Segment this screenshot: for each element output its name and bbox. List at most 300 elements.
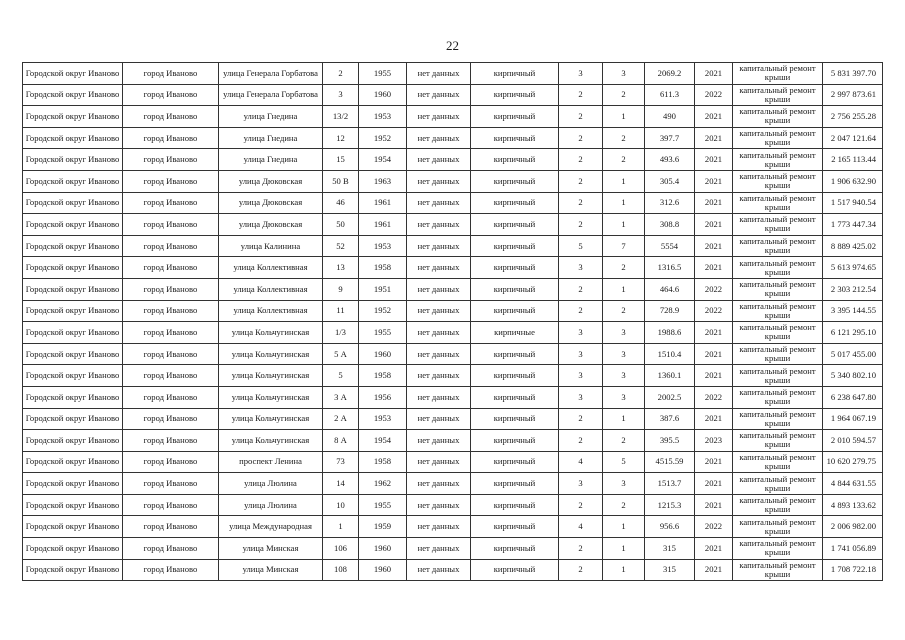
wall-material-cell: кирпичный [471,559,559,581]
wall-material-cell: кирпичный [471,84,559,106]
street-cell: улица Дюковская [219,214,323,236]
entrances-cell: 1 [603,170,645,192]
entrances-cell: 3 [603,473,645,495]
last-repair-cell: нет данных [407,170,471,192]
housing-registry-table [22,62,883,581]
municipality-cell: Городской округ Иваново [23,473,123,495]
street-cell: улица Люлина [219,473,323,495]
entrances-cell: 1 [603,516,645,538]
municipality-cell: Городской округ Иваново [23,214,123,236]
build-year-cell: 1953 [359,408,407,430]
planned-year-cell: 2021 [695,214,733,236]
wall-material-cell: кирпичный [471,170,559,192]
area-cell: 395.5 [645,430,695,452]
entrances-cell: 1 [603,214,645,236]
street-cell: улица Гнедина [219,106,323,128]
work-type-cell: капитальный ремонт крыши [733,538,823,560]
entrances-cell: 2 [603,127,645,149]
floors-cell: 2 [559,214,603,236]
settlement-cell: город Иваново [123,149,219,171]
street-cell: улица Генерала Горбатова [219,63,323,85]
work-type-cell: капитальный ремонт крыши [733,451,823,473]
cost-cell: 2 006 982.00 [823,516,883,538]
planned-year-cell: 2021 [695,538,733,560]
settlement-cell: город Иваново [123,106,219,128]
wall-material-cell: кирпичный [471,408,559,430]
build-year-cell: 1963 [359,170,407,192]
build-year-cell: 1960 [359,84,407,106]
entrances-cell: 7 [603,235,645,257]
cost-cell: 2 165 113.44 [823,149,883,171]
work-type-cell: капитальный ремонт крыши [733,516,823,538]
floors-cell: 2 [559,559,603,581]
last-repair-cell: нет данных [407,322,471,344]
work-type-cell: капитальный ремонт крыши [733,214,823,236]
house-number-cell: 108 [323,559,359,581]
work-type-cell: капитальный ремонт крыши [733,300,823,322]
area-cell: 2002.5 [645,386,695,408]
street-cell: улица Генерала Горбатова [219,84,323,106]
wall-material-cell: кирпичный [471,451,559,473]
planned-year-cell: 2023 [695,430,733,452]
last-repair-cell: нет данных [407,84,471,106]
entrances-cell: 1 [603,106,645,128]
entrances-cell: 2 [603,430,645,452]
municipality-cell: Городской округ Иваново [23,63,123,85]
work-type-cell: капитальный ремонт крыши [733,343,823,365]
municipality-cell: Городской округ Иваново [23,170,123,192]
settlement-cell: город Иваново [123,214,219,236]
house-number-cell: 9 [323,278,359,300]
last-repair-cell: нет данных [407,538,471,560]
floors-cell: 2 [559,84,603,106]
settlement-cell: город Иваново [123,516,219,538]
municipality-cell: Городской округ Иваново [23,322,123,344]
planned-year-cell: 2021 [695,473,733,495]
settlement-cell: город Иваново [123,257,219,279]
table-row [23,430,883,452]
planned-year-cell: 2022 [695,300,733,322]
planned-year-cell: 2022 [695,84,733,106]
house-number-cell: 11 [323,300,359,322]
house-number-cell: 10 [323,494,359,516]
house-number-cell: 106 [323,538,359,560]
last-repair-cell: нет данных [407,300,471,322]
cost-cell: 10 620 279.75 [823,451,883,473]
wall-material-cell: кирпичный [471,516,559,538]
table-row [23,538,883,560]
settlement-cell: город Иваново [123,322,219,344]
house-number-cell: 12 [323,127,359,149]
wall-material-cell: кирпичный [471,300,559,322]
cost-cell: 5 017 455.00 [823,343,883,365]
build-year-cell: 1958 [359,257,407,279]
entrances-cell: 3 [603,365,645,387]
cost-cell: 1 517 940.54 [823,192,883,214]
build-year-cell: 1961 [359,192,407,214]
work-type-cell: капитальный ремонт крыши [733,322,823,344]
entrances-cell: 1 [603,538,645,560]
house-number-cell: 8 А [323,430,359,452]
area-cell: 490 [645,106,695,128]
build-year-cell: 1952 [359,300,407,322]
wall-material-cell: кирпичный [471,214,559,236]
street-cell: улица Дюковская [219,170,323,192]
build-year-cell: 1955 [359,494,407,516]
build-year-cell: 1954 [359,430,407,452]
build-year-cell: 1956 [359,386,407,408]
street-cell: улица Коллективная [219,257,323,279]
planned-year-cell: 2022 [695,516,733,538]
build-year-cell: 1955 [359,63,407,85]
floors-cell: 4 [559,516,603,538]
table-row [23,408,883,430]
wall-material-cell: кирпичный [471,257,559,279]
street-cell: улица Коллективная [219,300,323,322]
area-cell: 1316.5 [645,257,695,279]
entrances-cell: 2 [603,84,645,106]
build-year-cell: 1953 [359,106,407,128]
wall-material-cell: кирпичный [471,538,559,560]
wall-material-cell: кирпичные [471,322,559,344]
build-year-cell: 1951 [359,278,407,300]
settlement-cell: город Иваново [123,451,219,473]
cost-cell: 1 708 722.18 [823,559,883,581]
area-cell: 1510.4 [645,343,695,365]
last-repair-cell: нет данных [407,408,471,430]
house-number-cell: 1/3 [323,322,359,344]
house-number-cell: 15 [323,149,359,171]
floors-cell: 2 [559,127,603,149]
municipality-cell: Городской округ Иваново [23,278,123,300]
table-row [23,63,883,85]
cost-cell: 8 889 425.02 [823,235,883,257]
floors-cell: 3 [559,343,603,365]
wall-material-cell: кирпичный [471,386,559,408]
area-cell: 728.9 [645,300,695,322]
wall-material-cell: кирпичный [471,278,559,300]
cost-cell: 2 047 121.64 [823,127,883,149]
settlement-cell: город Иваново [123,408,219,430]
cost-cell: 6 121 295.10 [823,322,883,344]
floors-cell: 2 [559,300,603,322]
work-type-cell: капитальный ремонт крыши [733,278,823,300]
cost-cell: 4 844 631.55 [823,473,883,495]
cost-cell: 1 741 056.89 [823,538,883,560]
work-type-cell: капитальный ремонт крыши [733,63,823,85]
wall-material-cell: кирпичный [471,192,559,214]
municipality-cell: Городской округ Иваново [23,559,123,581]
floors-cell: 5 [559,235,603,257]
cost-cell: 1 906 632.90 [823,170,883,192]
table-row [23,214,883,236]
build-year-cell: 1960 [359,559,407,581]
build-year-cell: 1954 [359,149,407,171]
settlement-cell: город Иваново [123,386,219,408]
municipality-cell: Городской округ Иваново [23,538,123,560]
house-number-cell: 73 [323,451,359,473]
last-repair-cell: нет данных [407,127,471,149]
table-row [23,84,883,106]
planned-year-cell: 2021 [695,170,733,192]
floors-cell: 2 [559,149,603,171]
table-body [23,63,883,581]
planned-year-cell: 2021 [695,106,733,128]
work-type-cell: капитальный ремонт крыши [733,430,823,452]
work-type-cell: капитальный ремонт крыши [733,365,823,387]
municipality-cell: Городской округ Иваново [23,516,123,538]
build-year-cell: 1959 [359,516,407,538]
settlement-cell: город Иваново [123,278,219,300]
settlement-cell: город Иваново [123,343,219,365]
planned-year-cell: 2021 [695,235,733,257]
last-repair-cell: нет данных [407,516,471,538]
house-number-cell: 13/2 [323,106,359,128]
work-type-cell: капитальный ремонт крыши [733,494,823,516]
house-number-cell: 14 [323,473,359,495]
table-row [23,127,883,149]
area-cell: 1988.6 [645,322,695,344]
cost-cell: 3 395 144.55 [823,300,883,322]
entrances-cell: 2 [603,149,645,171]
wall-material-cell: кирпичный [471,365,559,387]
work-type-cell: капитальный ремонт крыши [733,235,823,257]
table-row [23,257,883,279]
floors-cell: 2 [559,494,603,516]
wall-material-cell: кирпичный [471,149,559,171]
entrances-cell: 1 [603,278,645,300]
table-row [23,494,883,516]
last-repair-cell: нет данных [407,192,471,214]
settlement-cell: город Иваново [123,235,219,257]
house-number-cell: 2 [323,63,359,85]
street-cell: улица Минская [219,538,323,560]
area-cell: 2069.2 [645,63,695,85]
wall-material-cell: кирпичный [471,235,559,257]
settlement-cell: город Иваново [123,473,219,495]
planned-year-cell: 2021 [695,149,733,171]
municipality-cell: Городской округ Иваново [23,430,123,452]
last-repair-cell: нет данных [407,257,471,279]
floors-cell: 3 [559,322,603,344]
work-type-cell: капитальный ремонт крыши [733,84,823,106]
table-row [23,473,883,495]
work-type-cell: капитальный ремонт крыши [733,559,823,581]
floors-cell: 2 [559,106,603,128]
municipality-cell: Городской округ Иваново [23,235,123,257]
last-repair-cell: нет данных [407,343,471,365]
entrances-cell: 1 [603,192,645,214]
municipality-cell: Городской округ Иваново [23,84,123,106]
settlement-cell: город Иваново [123,170,219,192]
cost-cell: 2 010 594.57 [823,430,883,452]
municipality-cell: Городской округ Иваново [23,192,123,214]
municipality-cell: Городской округ Иваново [23,494,123,516]
last-repair-cell: нет данных [407,106,471,128]
work-type-cell: капитальный ремонт крыши [733,408,823,430]
build-year-cell: 1955 [359,322,407,344]
area-cell: 464.6 [645,278,695,300]
entrances-cell: 1 [603,408,645,430]
wall-material-cell: кирпичный [471,430,559,452]
table-row [23,300,883,322]
planned-year-cell: 2021 [695,63,733,85]
build-year-cell: 1961 [359,214,407,236]
planned-year-cell: 2021 [695,494,733,516]
wall-material-cell: кирпичный [471,106,559,128]
street-cell: улица Минская [219,559,323,581]
municipality-cell: Городской округ Иваново [23,127,123,149]
floors-cell: 2 [559,170,603,192]
table-row [23,170,883,192]
area-cell: 312.6 [645,192,695,214]
work-type-cell: капитальный ремонт крыши [733,127,823,149]
house-number-cell: 50 [323,214,359,236]
build-year-cell: 1960 [359,343,407,365]
planned-year-cell: 2022 [695,278,733,300]
wall-material-cell: кирпичный [471,63,559,85]
floors-cell: 2 [559,430,603,452]
area-cell: 1513.7 [645,473,695,495]
table-row [23,516,883,538]
cost-cell: 2 756 255.28 [823,106,883,128]
work-type-cell: капитальный ремонт крыши [733,386,823,408]
house-number-cell: 5 [323,365,359,387]
floors-cell: 3 [559,257,603,279]
house-number-cell: 3 [323,84,359,106]
entrances-cell: 3 [603,63,645,85]
street-cell: улица Кольчугинская [219,365,323,387]
last-repair-cell: нет данных [407,214,471,236]
work-type-cell: капитальный ремонт крыши [733,257,823,279]
house-number-cell: 5 А [323,343,359,365]
area-cell: 308.8 [645,214,695,236]
build-year-cell: 1958 [359,451,407,473]
municipality-cell: Городской округ Иваново [23,408,123,430]
floors-cell: 3 [559,386,603,408]
house-number-cell: 2 А [323,408,359,430]
table-row [23,559,883,581]
floors-cell: 2 [559,408,603,430]
work-type-cell: капитальный ремонт крыши [733,149,823,171]
work-type-cell: капитальный ремонт крыши [733,106,823,128]
area-cell: 397.7 [645,127,695,149]
area-cell: 493.6 [645,149,695,171]
area-cell: 956.6 [645,516,695,538]
last-repair-cell: нет данных [407,494,471,516]
work-type-cell: капитальный ремонт крыши [733,170,823,192]
settlement-cell: город Иваново [123,84,219,106]
cost-cell: 1 964 067.19 [823,408,883,430]
build-year-cell: 1958 [359,365,407,387]
house-number-cell: 46 [323,192,359,214]
build-year-cell: 1960 [359,538,407,560]
floors-cell: 3 [559,63,603,85]
wall-material-cell: кирпичный [471,343,559,365]
planned-year-cell: 2021 [695,408,733,430]
last-repair-cell: нет данных [407,278,471,300]
area-cell: 315 [645,538,695,560]
work-type-cell: капитальный ремонт крыши [733,192,823,214]
cost-cell: 4 893 133.62 [823,494,883,516]
entrances-cell: 2 [603,257,645,279]
cost-cell: 5 613 974.65 [823,257,883,279]
wall-material-cell: кирпичный [471,473,559,495]
planned-year-cell: 2021 [695,343,733,365]
settlement-cell: город Иваново [123,63,219,85]
settlement-cell: город Иваново [123,559,219,581]
area-cell: 1360.1 [645,365,695,387]
house-number-cell: 1 [323,516,359,538]
planned-year-cell: 2021 [695,322,733,344]
area-cell: 611.3 [645,84,695,106]
area-cell: 387.6 [645,408,695,430]
settlement-cell: город Иваново [123,300,219,322]
planned-year-cell: 2021 [695,127,733,149]
build-year-cell: 1952 [359,127,407,149]
planned-year-cell: 2022 [695,386,733,408]
area-cell: 1215.3 [645,494,695,516]
table-row [23,343,883,365]
work-type-cell: капитальный ремонт крыши [733,473,823,495]
build-year-cell: 1953 [359,235,407,257]
table-row [23,278,883,300]
entrances-cell: 3 [603,322,645,344]
last-repair-cell: нет данных [407,149,471,171]
cost-cell: 2 303 212.54 [823,278,883,300]
last-repair-cell: нет данных [407,63,471,85]
last-repair-cell: нет данных [407,235,471,257]
entrances-cell: 1 [603,559,645,581]
street-cell: улица Калинина [219,235,323,257]
cost-cell: 5 340 802.10 [823,365,883,387]
floors-cell: 3 [559,365,603,387]
last-repair-cell: нет данных [407,386,471,408]
floors-cell: 2 [559,192,603,214]
settlement-cell: город Иваново [123,127,219,149]
wall-material-cell: кирпичный [471,127,559,149]
street-cell: улица Кольчугинская [219,408,323,430]
page-number: 22 [446,38,459,53]
table-row [23,386,883,408]
area-cell: 315 [645,559,695,581]
cost-cell: 5 831 397.70 [823,63,883,85]
last-repair-cell: нет данных [407,473,471,495]
settlement-cell: город Иваново [123,538,219,560]
municipality-cell: Городской округ Иваново [23,365,123,387]
floors-cell: 3 [559,473,603,495]
table-row [23,235,883,257]
area-cell: 5554 [645,235,695,257]
last-repair-cell: нет данных [407,365,471,387]
street-cell: улица Дюковская [219,192,323,214]
planned-year-cell: 2021 [695,451,733,473]
cost-cell: 1 773 447.34 [823,214,883,236]
street-cell: улица Гнедина [219,127,323,149]
street-cell: улица Кольчугинская [219,322,323,344]
street-cell: улица Гнедина [219,149,323,171]
cost-cell: 2 997 873.61 [823,84,883,106]
table-row [23,451,883,473]
floors-cell: 2 [559,278,603,300]
entrances-cell: 3 [603,343,645,365]
settlement-cell: город Иваново [123,430,219,452]
table-row [23,365,883,387]
table-row [23,106,883,128]
wall-material-cell: кирпичный [471,494,559,516]
table-row [23,192,883,214]
house-number-cell: 3 А [323,386,359,408]
